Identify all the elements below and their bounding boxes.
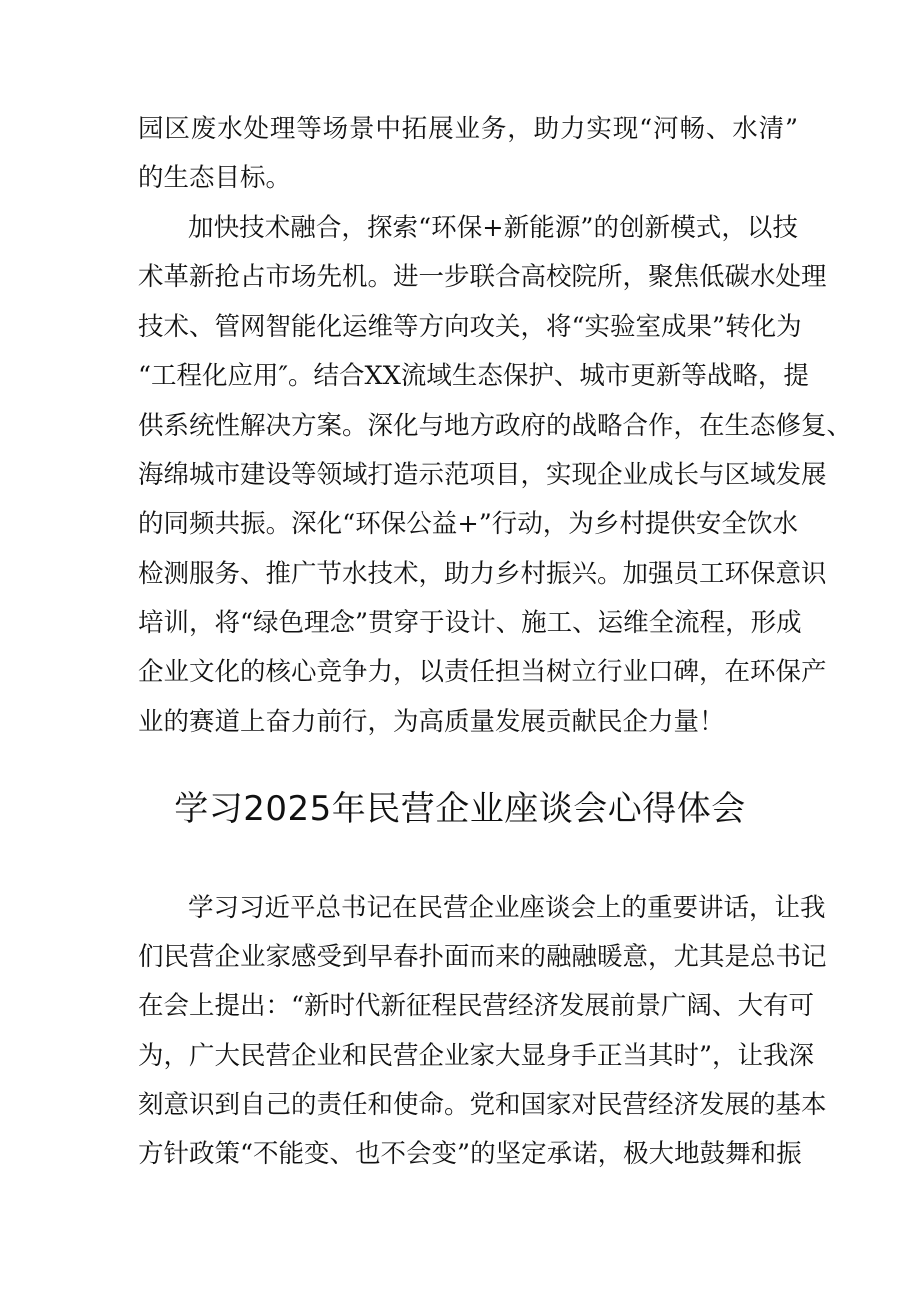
paragraph-line: 为，广大民营企业和民营企业家大显身手正当其时”，让我深 [138, 1041, 815, 1071]
paragraph-line: 供系统性解决方案。深化与地方政府的战略合作，在生态修复、 [138, 411, 853, 441]
paragraph-line: 企业文化的核心竞争力，以责任担当树立行业口碑，在环保产 [138, 657, 827, 687]
paragraph-line: 加快技术融合，探索“环保+新能源”的创新模式，以技 [188, 213, 798, 243]
paragraph-line: 学习习近平总书记在民营企业座谈会上的重要讲话，让我 [188, 893, 826, 923]
paragraph-line: 刻意识到自己的责任和使命。党和国家对民营经济发展的基本 [138, 1090, 827, 1120]
article-title: 学习2025年民营企业座谈会心得体会 [174, 789, 746, 829]
paragraph-line: 术革新抢占市场先机。进一步联合高校院所，聚焦低碳水处理 [138, 262, 827, 292]
paragraph-line: 的同频共振。深化“环保公益+”行动，为乡村提供安全饮水 [138, 509, 798, 539]
paragraph-line: 的生态目标。 [138, 163, 292, 193]
paragraph-line: 们民营企业家感受到早春扑面而来的融融暖意，尤其是总书记 [138, 942, 827, 972]
paragraph-line: 培训，将“绿色理念”贯穿于设计、施工、运维全流程，形成 [138, 608, 802, 638]
paragraph-line: 在会上提出：“新时代新征程民营经济发展前景广阔、大有可 [138, 991, 815, 1021]
paragraph-line: 海绵城市建设等领域打造示范项目，实现企业成长与区域发展 [138, 460, 827, 490]
paragraph-line: “工程化应用″。结合XX流域生态保护、城市更新等战略，提 [138, 361, 809, 391]
paragraph-line: 园区废水处理等场景中拓展业务，助力实现“河畅、水清” [138, 114, 798, 144]
paragraph-line: 检测服务、推广节水技术，助力乡村振兴。加强员工环保意识 [138, 559, 827, 589]
paragraph-line: 方针政策“不能变、也不会变”的坚定承诺，极大地鼓舞和振 [138, 1139, 802, 1169]
paragraph-line: 业的赛道上奋力前行，为高质量发展贡献民企力量！ [138, 707, 725, 737]
paragraph-line: 技术、管网智能化运维等方向攻关，将“实验室成果”转化为 [138, 312, 802, 342]
